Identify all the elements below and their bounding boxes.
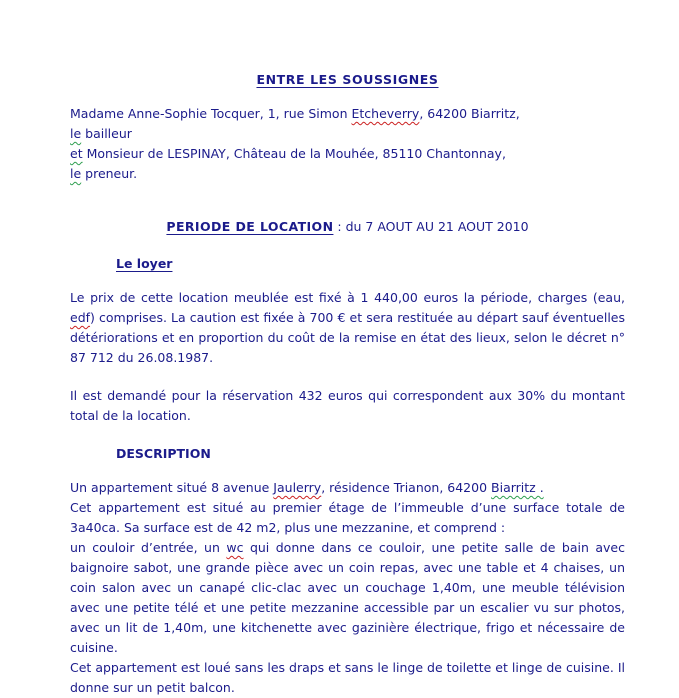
rent-section-heading: [116, 254, 625, 274]
description-block: [70, 478, 625, 698]
grammar-flagged-word: le: [70, 166, 82, 181]
text-segment: preneur.: [81, 166, 138, 181]
text-segment: Un appartement situé 8 avenue: [70, 480, 274, 495]
period-dates: : du 7 AOUT AU 21 AOUT 2010: [333, 219, 529, 234]
rent-paragraph: [70, 288, 625, 368]
grammar-flagged-word: Biarritz .: [491, 480, 544, 495]
text-segment: Madame Anne-Sophie Tocquer, 1, rue Simon: [70, 106, 352, 121]
text-segment: ) comprises. La caution est fixée à 700 € et sera restituée au départ sauf éventuelles détériorations et en proportion du coût de la remise en état des lieux, selon le décret n° 87 712 du 26.08.1987.: [70, 310, 625, 365]
text-segment: Le prix de cette location meublée est fixé à 1 440,00 euros la période, charges (eau,: [70, 290, 625, 305]
misspelled-word: Jaulerry: [273, 480, 322, 495]
text-segment: un couloir d’entrée, un: [70, 540, 227, 555]
party-line-bailleur-role: [70, 124, 625, 144]
text-segment: bailleur: [81, 126, 132, 141]
grammar-flagged-word: le: [70, 126, 82, 141]
parties-block: [70, 104, 625, 184]
text-segment: Monsieur de LESPINAY, Château de la Mouhée, 85110 Chantonnay,: [82, 146, 506, 161]
reservation-paragraph: Il est demandé pour la réservation 432 euros qui correspondent aux 30% du montant total de la location.: [70, 388, 625, 423]
rent-section-heading-text: Le loyer: [116, 256, 173, 271]
linens-paragraph: Cet appartement est loué sans les draps et sans le linge de toilette et linge de cuisine. Il donne sur un petit balcon.: [70, 660, 625, 695]
misspelled-word: Etcheverry: [351, 106, 420, 121]
period-heading-line: [70, 217, 625, 237]
address-line: [70, 478, 625, 498]
party-line-bailleur-address: [70, 104, 625, 124]
period-heading-label: PERIODE DE LOCATION: [166, 219, 334, 234]
description-section-heading: DESCRIPTION: [116, 446, 211, 461]
grammar-flagged-word: et: [70, 146, 83, 161]
main-heading-text: ENTRE LES SOUSSIGNES: [256, 72, 439, 87]
surface-paragraph: Cet appartement est situé au premier étage de l’immeuble d’une surface totale de 3a40ca. Sa surface est de 42 m2, plus une mezzanine, et comprend :: [70, 500, 625, 535]
text-segment: , 64200 Biarritz,: [419, 106, 520, 121]
main-heading: [70, 70, 625, 90]
misspelled-word: wc: [226, 540, 244, 555]
text-segment: qui donne dans ce couloir, une petite salle de bain avec baignoire sabot, une grande pièce avec un coin repas, avec une table et 4 chaises, un coin salon avec un canapé clic-clac avec un couchage 1,40m, une meuble télévision avec une petite télé et une petite mezzanine accessible par un escalier vu sur photos, avec un lit de 1,40m, une kitchenette avec gazinière électrique, frigo et nécessaire de cuisine.: [70, 540, 625, 655]
party-line-preneur-address: [70, 144, 625, 164]
misspelled-word: edf: [70, 310, 91, 325]
text-segment: , résidence Trianon, 64200: [321, 480, 492, 495]
rooms-paragraph: [70, 538, 625, 658]
party-line-preneur-role: [70, 164, 625, 184]
